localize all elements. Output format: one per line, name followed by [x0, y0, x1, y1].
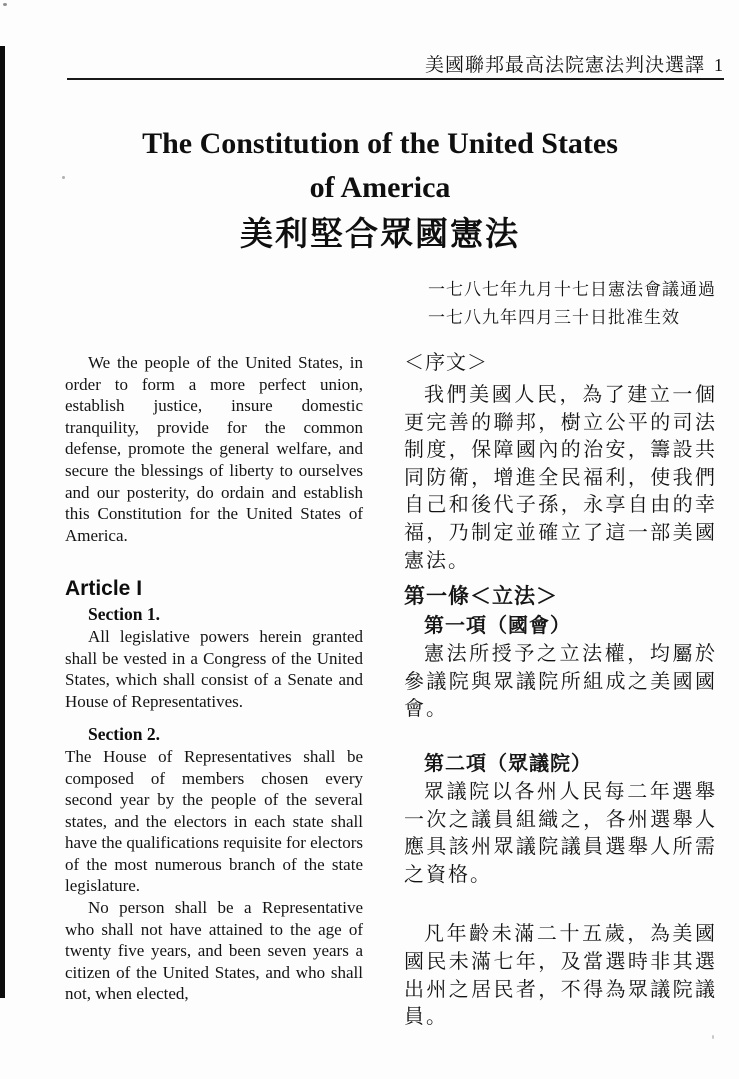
section-1-heading: Section 1. — [88, 604, 160, 625]
article-1-heading: Article I — [65, 577, 143, 601]
chinese-column — [404, 348, 717, 1032]
section-1-heading-chinese: 第一項（國會） — [424, 615, 571, 638]
document-title-chinese: 美利堅合眾國憲法 — [240, 217, 520, 253]
section-2-paragraph-1-chinese: 眾議院以各州人民每二年選舉一次之議員組織之，各州選舉人應具該州眾議院議員選舉人所需之資格。 — [404, 780, 717, 886]
section-2-paragraph-2: No person shall be a Representative who shall not have attained to the age of twenty five years, and been seven years a citizen of the United States, and who shall not, when elected, — [65, 898, 363, 1004]
document-title-english-line1: The Constitution of the United States — [142, 127, 618, 160]
article-1-heading-chinese: 第一條＜立法＞ — [404, 584, 558, 609]
section-2-paragraph-1: The House of Representatives shall be composed of members chosen every second year by the people of the several states, and the electors in each state shall have the qualifications requisite for electors of the most numerous branch of the state legislature. — [65, 746, 363, 896]
section-2-heading: Section 2. — [88, 724, 160, 745]
section-2-paragraph-2-chinese: 凡年齡未滿二十五歲，為美國國民未滿七年，及當選時非其選出州之居民者，不得為眾議院議員。 — [404, 923, 717, 1029]
section-1-paragraph-chinese: 憲法所授予之立法權，均屬於參議院與眾議院所組成之美國國會。 — [404, 643, 717, 721]
scan-edge-shadow — [0, 46, 5, 998]
title-block — [36, 122, 724, 256]
english-column — [65, 352, 363, 1005]
ratification-date-line: 一七八九年四月三十日批准生效 — [428, 308, 680, 327]
enactment-dates — [428, 276, 716, 332]
preface-paragraph-chinese: 我們美國人民，為了建立一個更完善的聯邦，樹立公平的司法制度，保障國內的治安，籌設共同防衛，增進全民福利，使我們自己和後代子孫，永享自由的幸福，乃制定並確立了這一部美國憲法。 — [404, 384, 717, 572]
document-title-english-line2: of America — [309, 171, 451, 204]
document-title-english — [36, 122, 724, 210]
preamble-paragraph: We the people of the United States, in order to form a more perfect union, establish justice, insure domestic tranquility, provide for the common defense, promote the general welfare, and secure the blessings of liberty to ourselves and our posterity, do ordain and establish this Constitution for the United States of America. — [65, 353, 363, 545]
section-1-paragraph: All legislative powers herein granted shall be vested in a Congress of the United States, which shall consist of a Senate and House of Representatives. — [65, 626, 363, 711]
preface-heading-chinese: ＜序文＞ — [404, 352, 488, 374]
running-header — [67, 50, 724, 77]
scan-speck — [3, 3, 7, 6]
section-2-heading-chinese: 第二項（眾議院） — [424, 752, 592, 775]
page-number: 1 — [714, 55, 724, 75]
scan-speck — [712, 1035, 714, 1039]
header-rule — [67, 78, 724, 80]
running-header-title: 美國聯邦最高法院憲法判決選譯 — [424, 55, 705, 76]
adoption-date-line: 一七八七年九月十七日憲法會議通過 — [428, 280, 716, 299]
